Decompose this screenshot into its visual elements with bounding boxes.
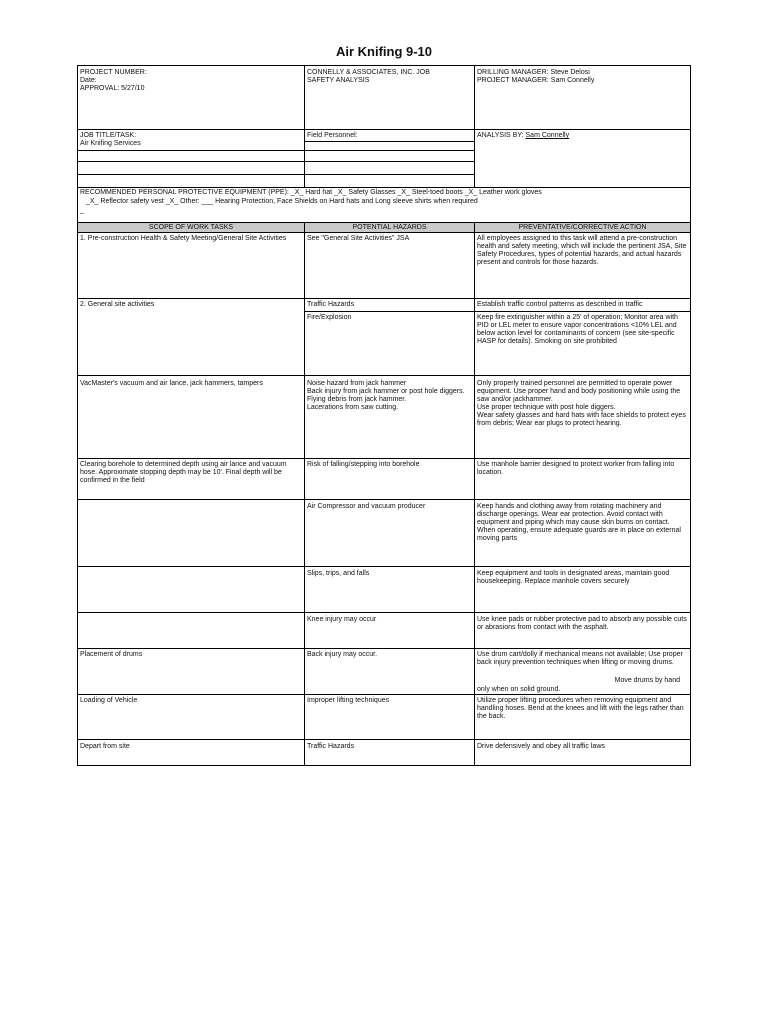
hazard-cell: Slips, trips, and falls — [307, 570, 370, 577]
job-title-label: JOB TITLE/TASK: — [80, 132, 137, 139]
column-header-bar — [78, 222, 690, 233]
divider — [78, 648, 690, 649]
hazard-cell: Improper lifting techniques — [307, 697, 390, 704]
ppe-line-3: _ — [80, 207, 84, 214]
job-safety-analysis-form — [77, 65, 691, 766]
divider — [78, 612, 690, 613]
action-cell: Only properly trained personnel are permitted to operate power equipment. Use proper hand and body positioning while using the saw and/or jackhammer. Use proper technique with post hole diggers. Wear safety glasses and hard hats with face shields to protect eyes from debris; Wear ear plugs to protect hearing. — [477, 380, 686, 427]
divider — [78, 499, 690, 500]
company-line1: CONNELLY & ASSOCIATES, INC. JOB — [307, 69, 430, 76]
action-cell: Establish traffic control patterns as described in traffic — [477, 301, 643, 308]
task-cell: Placement of drums — [80, 651, 143, 658]
divider — [78, 161, 474, 162]
analysis-by-value: Sam Connelly — [525, 132, 570, 139]
field-personnel-label: Field Personnel: — [307, 132, 358, 139]
divider — [78, 458, 690, 459]
hazard-cell: Air Compressor and vacuum producer — [307, 503, 426, 510]
column-header-hazards: POTENTIAL HAZARDS — [352, 224, 427, 231]
task-cell: Loading of Vehicle — [80, 697, 138, 704]
hazard-cell: Knee injury may occur — [307, 616, 377, 623]
hazard-cell: Risk of falling/stepping into borehole — [307, 461, 420, 468]
task-cell: VacMaster's vacuum and air lance, jack hammers, tampers — [80, 380, 263, 387]
column-header-action: PREVENTATIVE/CORRECTIVE ACTION — [518, 224, 647, 231]
document-title: Air Knifing 9-10 — [335, 44, 433, 59]
hazard-cell: Back injury may occur. — [307, 651, 378, 658]
hazard-cell: See "General Site Activities" JSA — [307, 235, 410, 242]
action-cell: All employees assigned to this task will attend a pre-construction health and safety meeting, which will include the pertinent JSA, Site Safety Procedures, types of potential hazards, and actual hazards present and controls for those hazards. — [477, 235, 687, 266]
divider — [78, 298, 690, 299]
action-cell-extra: only when on solid ground. — [477, 686, 561, 693]
task-cell: 1. Pre-construction Health & Safety Meeting/General Site Activities — [80, 235, 287, 242]
project-number-label: PROJECT NUMBER: — [80, 69, 147, 76]
analysis-by-label: ANALYSIS BY: — [477, 132, 524, 139]
divider — [78, 739, 690, 740]
task-cell: 2. General site activities — [80, 301, 155, 308]
job-title-value: Air Knifing Services — [80, 140, 141, 147]
analysis-by — [475, 131, 689, 141]
task-cell: Depart from site — [80, 743, 130, 750]
action-cell: Utilize proper lifting procedures when removing equipment and handling hoses. Bend at the knees and lift with the legs rather than the back. — [477, 697, 684, 720]
divider — [78, 129, 690, 130]
drilling-manager: DRILLING MANAGER: Steve Delosi — [477, 69, 590, 76]
action-cell: Keep fire extinguisher within a 25' of operation; Monitor area with PID or LEL meter to ensure vapor concentrations <10% LEL and below action level for contaminants of concern (see site-specific HASP for details). Smoking on site prohibited — [477, 314, 678, 345]
divider — [78, 566, 690, 567]
ppe-line-1: RECOMMENDED PERSONAL PROTECTIVE EQUIPMENT (PPE): _X_ Hard hat _X_ Safety Glasses _X_ Steel-toed boots _X_ Leather work gloves — [80, 189, 542, 196]
divider — [78, 150, 474, 151]
divider — [304, 141, 474, 142]
approval-text: APPROVAL: 5/27/10 — [80, 85, 145, 92]
divider — [304, 311, 690, 312]
action-cell: Use manhole barrier designed to protect worker from falling into location. — [477, 461, 675, 476]
hazard-cell: Traffic Hazards — [307, 301, 355, 308]
action-cell: Keep equipment and tools in designated areas, maintain good housekeeping. Replace manhole covers securely — [477, 570, 670, 585]
hazard-cell: Fire/Explosion — [307, 314, 352, 321]
task-cell: Clearing borehole to determined depth using air lance and vacuum hose. Approximate stopping depth may be 10'. Final depth will be confirmed in the field — [80, 461, 287, 484]
divider — [78, 174, 474, 175]
company-line2: SAFETY ANALYSIS — [307, 77, 370, 84]
ppe-line-2: _X_ Reflector safety vest _X_ Other: ___ Hearing Protection, Face Shields on Hard hats and Long sleeve shirts when required — [86, 198, 478, 205]
action-cell: Drive defensively and obey all traffic laws — [477, 743, 605, 750]
action-cell: Use drum cart/dolly if mechanical means not available; Use proper back injury prevention techniques when lifting or moving drums. — [477, 651, 683, 666]
hazard-cell: Noise hazard from jack hammer Back injury from jack hammer or post hole diggers. Flying debris from jack hammer. Lacerations from saw cutting. — [307, 380, 465, 411]
divider — [78, 375, 690, 376]
action-cell: Use knee pads or rubber protective pad to absorb any possible cuts or abrasions from contact with the asphalt. — [477, 616, 687, 631]
project-manager: PROJECT MANAGER: Sam Connelly — [477, 77, 595, 84]
date-label: Date: — [80, 77, 97, 84]
action-cell: Keep hands and clothing away from rotating machinery and discharge openings. Wear ear protection. Avoid contact with equipment and piping which may cause skin burns on contact. When operating, ensure adequate guards are in place on external moving parts — [477, 503, 681, 542]
action-cell-extra: Move drums by hand — [614, 677, 680, 684]
column-header-scope: SCOPE OF WORK TASKS — [148, 224, 234, 231]
hazard-cell: Traffic Hazards — [307, 743, 355, 750]
